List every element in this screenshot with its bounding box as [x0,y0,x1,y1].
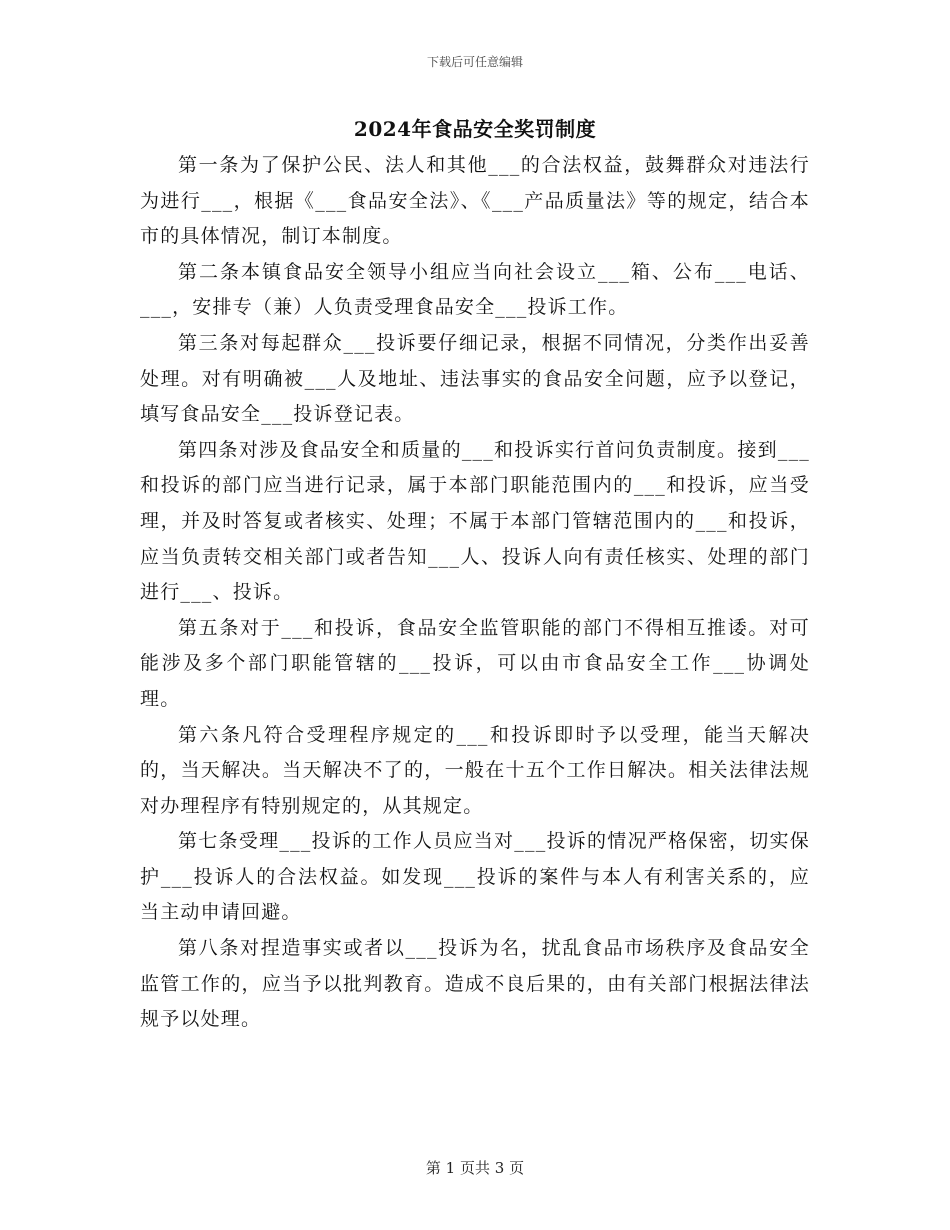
article-1: 第一条为了保护公民、法人和其他___的合法权益，鼓舞群众对违法行为进行___，根据《___食品安全法》、《___产品质量法》等的规定，结合本市的具体情况，制订本制度。 [140,154,810,248]
article-2: 第二条本镇食品安全领导小组应当向社会设立___箱、公布___电话、___，安排专（兼）人负责受理食品安全___投诉工作。 [140,260,810,319]
document-title: 2024年食品安全奖罚制度 [353,117,597,141]
article-3: 第三条对每起群众___投诉要仔细记录，根据不同情况，分类作出妥善处理。对有明确被___人及地址、违法事实的食品安全问题，应予以登记，填写食品安全___投诉登记表。 [140,331,810,426]
page-number: 第 1 页共 3 页 [425,1159,525,1177]
article-4: 第四条对涉及食品安全和质量的___和投诉实行首问负责制度。接到___和投诉的部门应当进行记录，属于本部门职能范围内的___和投诉，应当受理，并及时答复或者核实、处理；不属于本部门管辖范围内的___和投诉，应当负责转交相关部门或者告知___人、投诉人向有责任核实、处理的部门进行___、投诉。 [140,438,810,604]
article-6: 第六条凡符合受理程序规定的___和投诉即时予以受理，能当天解决的，当天解决。当天解决不了的，一般在十五个工作日解决。相关法律法规对办理程序有特别规定的，从其规定。 [140,723,810,817]
article-5: 第五条对于___和投诉，食品安全监管职能的部门不得相互推诿。对可能涉及多个部门职能管辖的___投诉，可以由市食品安全工作___协调处理。 [140,616,810,710]
article-8: 第八条对捏造事实或者以___投诉为名，扰乱食品市场秩序及食品安全监管工作的，应当予以批判教育。造成不良后果的，由有关部门根据法律法规予以处理。 [140,937,810,1031]
document-body [140,148,810,1038]
header-note: 下载后可任意编辑 [426,55,523,69]
article-7: 第七条受理___投诉的工作人员应当对___投诉的情况严格保密，切实保护___投诉人的合法权益。如发现___投诉的案件与本人有利害关系的，应当主动申请回避。 [140,830,810,924]
